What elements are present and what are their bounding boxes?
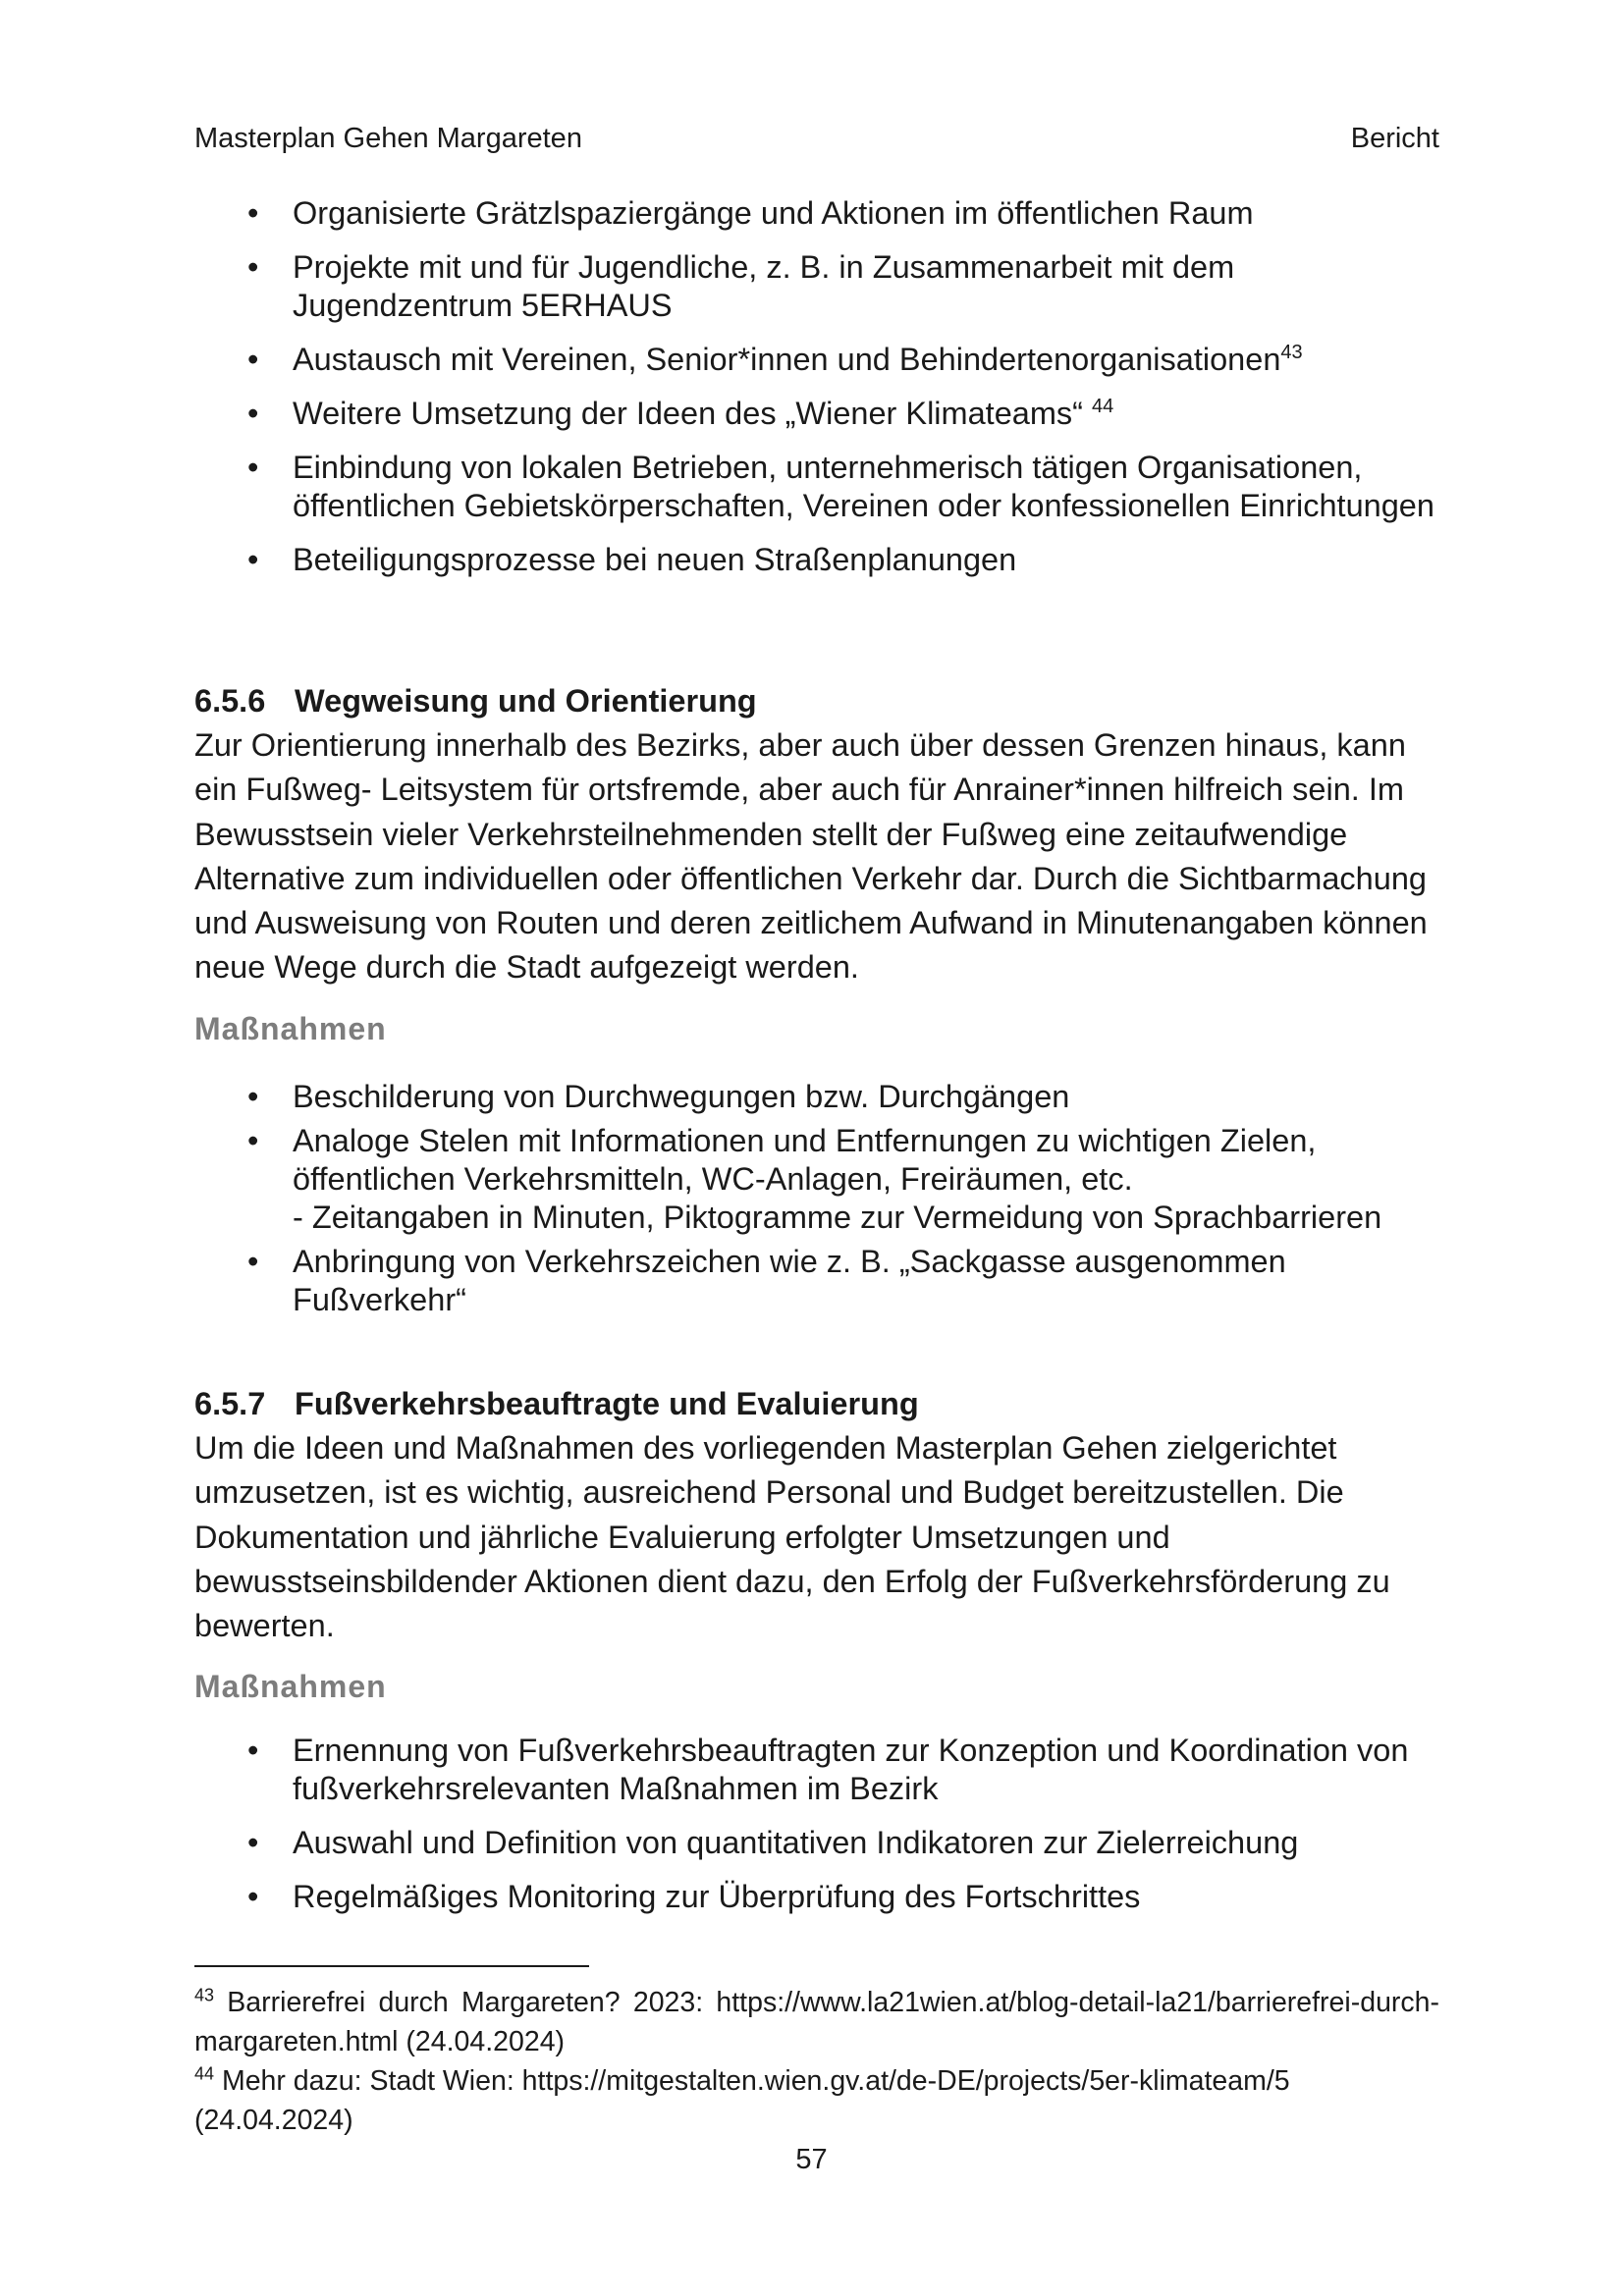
section-body: Zur Orientierung innerhalb des Bezirks, aber auch über dessen Grenzen hinaus, kann ein Fußweg- Leitsystem für ortsfremde, aber auch für Anrainer*innen hilfreich sein. Im Bewusstsein vieler Verkehrsteilnehmenden stellt der Fußweg eine zeitaufwendige Alternative zum individuellen oder öffentlichen Verkehr dar. Durch die Sichtbarmachung und Ausweisung von Routen und deren zeitlichem Aufwand in Minutenangaben können neue Wege durch die Stadt aufgezeigt werden. — [194, 727, 1428, 986]
list-item: • Auswahl und Definition von quantitativen Indikatoren zur Zielerreichung — [194, 1824, 1439, 1862]
list-item: • Analoge Stelen mit Informationen und Entfernungen zu wichtigen Zielen, öffentlichen Verkehrsmitteln, WC-Anlagen, Freiräumen, etc. - Zeitangaben in Minuten, Piktogramme zur Vermeidung von Sprachbarrieren — [194, 1122, 1439, 1237]
header-section: Bericht — [1350, 123, 1439, 154]
section-6-5-7 — [194, 1382, 1439, 1648]
massnahmen-heading: Maßnahmen — [194, 1669, 387, 1704]
footnote-ref-44[interactable]: 44 — [1092, 396, 1114, 418]
massnahmen-heading: Maßnahmen — [194, 1011, 387, 1046]
footnotes — [194, 1983, 1439, 2140]
list-item-subline: - Zeitangaben in Minuten, Piktogramme zur Vermeidung von Sprachbarrieren — [293, 1200, 1382, 1235]
list-item: • Anbringung von Verkehrszeichen wie z. B. „Sackgasse ausgenommen Fußverkehr“ — [194, 1243, 1439, 1319]
list-item: • Projekte mit und für Jugendliche, z. B. in Zusammenarbeit mit dem Jugendzentrum 5ERHAUS — [194, 248, 1439, 325]
list-item: • Einbindung von lokalen Betrieben, unternehmerisch tätigen Organisationen, öffentlichen Gebietskörperschaften, Vereinen oder konfessionellen Einrichtungen — [194, 449, 1439, 525]
section-body: Um die Ideen und Maßnahmen des vorliegenden Masterplan Gehen zielgerichtet umzusetzen, ist es wichtig, ausreichend Personal und Budget bereitzustellen. Die Dokumentation und jährliche Evaluierung erfolgter Umsetzungen und bewusstseinsbildender Aktionen dient dazu, den Erfolg der Fußverkehrsförderung zu bewerten. — [194, 1430, 1390, 1644]
top-bullet-list — [194, 194, 1439, 579]
footnote-43: $^{43}$ Barrierefrei durch Margareten? 2023: https://www.la21wien.at/blog-detail-la21/barrierefrei-durch-margareten.html (24.04.2024) — [194, 1985, 1440, 2057]
massnahmen-list-6-5-6 — [194, 1078, 1439, 1325]
footnote-divider — [194, 1965, 589, 1967]
list-item: • Beteiligungsprozesse bei neuen Straßenplanungen — [194, 541, 1439, 579]
section-heading: 6.5.7 Fußverkehrsbeauftragte und Evaluierung — [194, 1386, 919, 1421]
massnahmen-list — [194, 1732, 1439, 1916]
top-bullet-list-block — [194, 194, 1439, 595]
section-6-5-6 — [194, 679, 1439, 990]
list-item: • Beschilderung von Durchwegungen bzw. Durchgängen — [194, 1078, 1439, 1116]
header-title: Masterplan Gehen Margareten — [194, 123, 582, 154]
section-heading: 6.5.6 Wegweisung und Orientierung — [194, 683, 757, 719]
page-number: 57 — [795, 2144, 828, 2175]
massnahmen-list-6-5-7 — [194, 1732, 1439, 1932]
list-item: • Austausch mit Vereinen, Senior*innen und Behindertenorganisationen$^{43}$ — [194, 341, 1439, 379]
massnahmen-list — [194, 1078, 1439, 1319]
list-item: • Organisierte Grätzlspaziergänge und Aktionen im öffentlichen Raum — [194, 194, 1439, 233]
list-item: • Ernennung von Fußverkehrsbeauftragten zur Konzeption und Koordination von fußverkehrsrelevanten Maßnahmen im Bezirk — [194, 1732, 1439, 1808]
list-item: • Regelmäßiges Monitoring zur Überprüfung des Fortschrittes — [194, 1878, 1439, 1916]
footnote-44: $^{44}$ Mehr dazu: Stadt Wien: https://mitgestalten.wien.gv.at/de-DE/projects/5er-klimateam/5 (24.04.2024) — [194, 2063, 1290, 2136]
list-item: • Weitere Umsetzung der Ideen des „Wiener Klimateams“ $^{44}$ — [194, 395, 1439, 433]
footnote-ref-43[interactable]: 43 — [1280, 342, 1303, 364]
